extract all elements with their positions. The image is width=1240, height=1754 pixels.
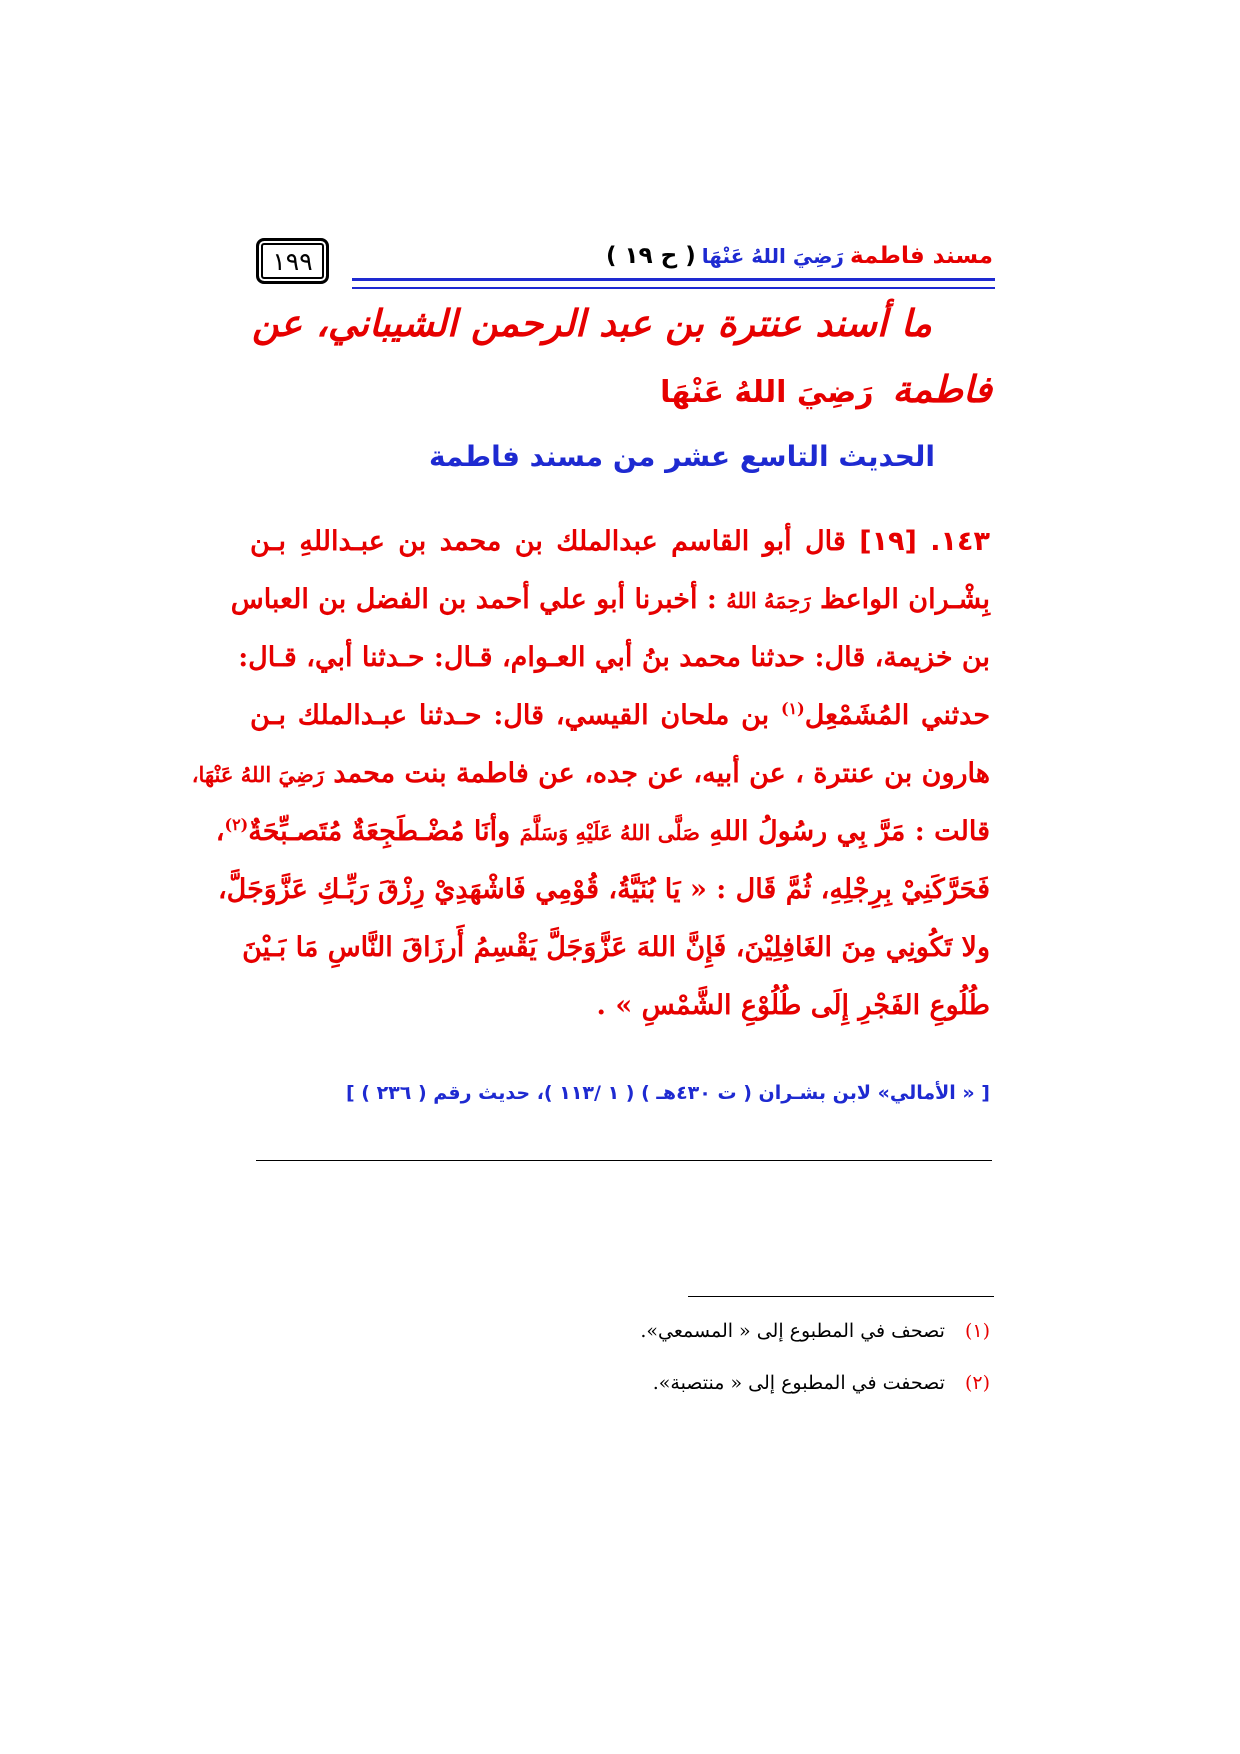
hadith-line-8: ولا تَكُونِي مِنَ الغَافِلِيْنَ، فَإِنَّ اللهَ عَزَّوَجَلَّ يَقْسِمُ أَرزَاقَ النَّاسِ مَا بَـيْنَ — [242, 932, 990, 963]
running-head — [345, 236, 993, 276]
section-divider — [256, 1160, 992, 1161]
footnote-2 — [653, 1372, 990, 1394]
chapter-title-honorific: رَضِيَ اللهُ عَنْهَا — [660, 375, 874, 410]
source-citation: [ « الأمالي» لابن بشـران ( ت ٤٣٠هـ ) ( ١ /١١٣ )، حديث رقم ( ٢٣٦ ) ] — [345, 1082, 990, 1104]
hadith-line-4 — [250, 692, 990, 740]
hadith-subtitle: الحديث التاسع عشر من مسند فاطمة — [428, 440, 935, 473]
footnote-1 — [640, 1320, 990, 1342]
hadith-line-3: بن خزيمة، قال: حدثنا محمد بنُ أبي العـوام، قـال: حـدثنا أبي، قـال: — [238, 642, 990, 673]
hadith-line-6-text-b: وأنَا مُضْـطَجِعَةٌ مُتَصـبِّحَةٌ — [248, 816, 511, 847]
footnote-ref-2[interactable]: (٢) — [224, 815, 249, 834]
chapter-title-name: فاطمة — [892, 368, 992, 411]
hadith-line-7: فَحَرَّكَنِيْ بِرِجْلِهِ، ثُمَّ قَال : « يَا بُنَيَّةُ، قُوْمِي فَاشْهَدِيْ رِزْقَ رَبِّـكِ عَزَّوَجَلَّ، — [217, 874, 990, 905]
hadith-line-2-honorific: رَحِمَهُ اللهُ — [726, 588, 811, 613]
chapter-title-line-2 — [660, 368, 992, 411]
hadith-line-9: طُلُوعِ الفَجْرِ إِلَى طُلُوْعِ الشَّمْسِ » . — [596, 990, 990, 1021]
hadith-line-1-text: قال أبو القاسم عبدالملك بن محمد بن عبـداللهِ بـن — [250, 526, 846, 557]
hadith-line-2-text-a: بِشْـران الواعظ — [819, 584, 990, 615]
footnote-2-number: (٢) — [964, 1372, 990, 1394]
running-head-hadith-ref: ( ح ١٩ ) — [606, 243, 696, 269]
running-head-book-title: مسند فاطمة — [849, 243, 993, 269]
hadith-line-4-text-a: حدثني المُشَمْعِل — [804, 700, 991, 731]
footnote-1-text: تصحف في المطبوع إلى « المسمعي». — [640, 1320, 945, 1342]
footnote-1-number: (١) — [964, 1320, 990, 1342]
hadith-line-1 — [250, 518, 990, 566]
running-head-honorific: رَضِيَ اللهُ عَنْهَا — [701, 244, 844, 268]
hadith-line-5-honorific: رَضِيَ اللهُ عَنْهَا، — [191, 762, 324, 787]
footnote-ref-1[interactable]: (١) — [780, 699, 805, 718]
hadith-line-6-text-a: قالت : مَرَّ بِي رسُولُ اللهِ — [709, 816, 990, 847]
hadith-line-5 — [191, 750, 990, 798]
header-rule — [352, 278, 995, 289]
footnote-divider — [688, 1296, 994, 1297]
hadith-line-2-text-b: : أخبرنا أبو علي أحمد بن الفضل بن العباس — [230, 584, 717, 615]
hadith-number: ١٤٣. — [930, 526, 990, 557]
hadith-line-4-text-b: بن ملحان القيسي، قال: حـدثنا عبـدالملك بـن — [250, 700, 770, 731]
footnote-2-text: تصحفت في المطبوع إلى « منتصبة». — [652, 1372, 945, 1394]
hadith-line-6-text-c: ، — [215, 816, 225, 847]
hadith-line-5-text: هارون بن عنترة ، عن أبيه، عن جده، عن فاطمة بنت محمد — [333, 758, 990, 789]
page-number: ١٩٩ — [256, 238, 329, 284]
hadith-line-2 — [230, 576, 990, 624]
hadith-line-6-honorific: صَلَّى اللهُ عَلَيْهِ وَسَلَّمَ — [519, 820, 700, 845]
hadith-line-6 — [215, 808, 990, 856]
hadith-bracket-number: [١٩] — [859, 526, 917, 557]
chapter-title-line-1: ما أسند عنترة بن عبد الرحمن الشيباني، عن — [252, 302, 932, 345]
